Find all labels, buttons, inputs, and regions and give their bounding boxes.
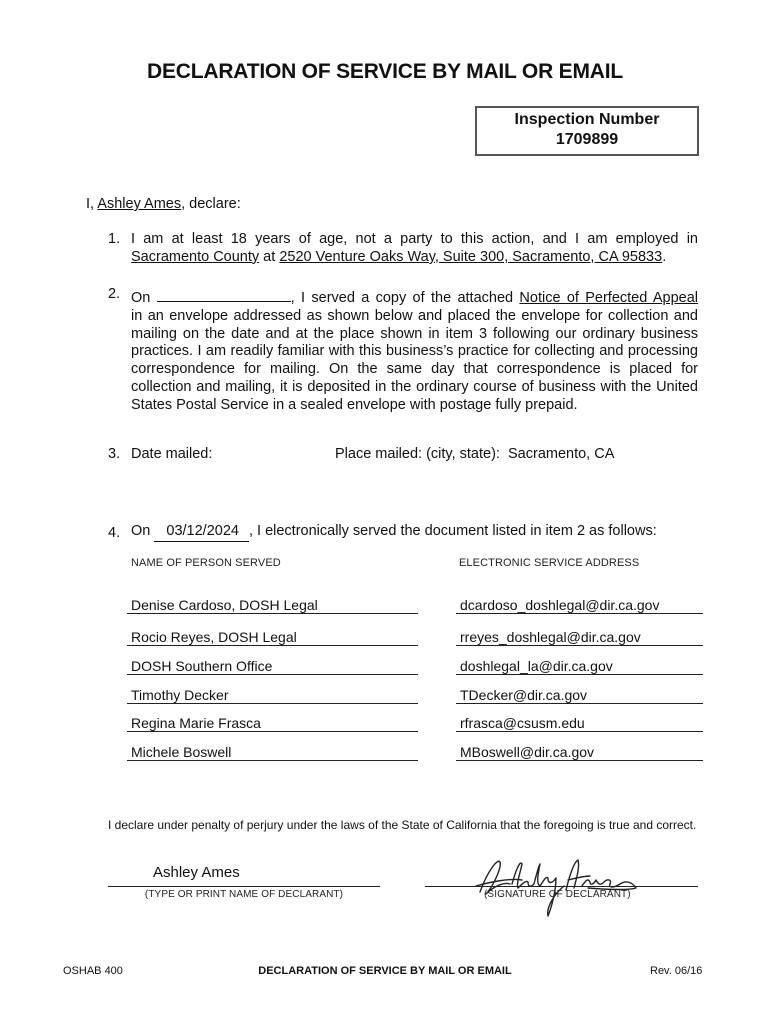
signature-caption: (SIGNATURE OF DECLARANT) (484, 889, 631, 900)
item2-number: 2. (108, 286, 121, 302)
name-row-line (127, 674, 418, 675)
served-document-name: Notice of Perfected Appeal (519, 290, 698, 306)
footer-title: DECLARATION OF SERVICE BY MAIL OR EMAIL (258, 965, 512, 977)
served-email-address: MBoswell@dir.ca.gov (460, 744, 595, 760)
header-name-served: NAME OF PERSON SERVED (131, 557, 281, 569)
served-person-name: Timothy Decker (131, 687, 229, 703)
served-email-address: TDecker@dir.ca.gov (460, 687, 588, 703)
item2-served-copy: , I served a copy of the attached (290, 290, 520, 306)
item3-number: 3. (108, 446, 121, 462)
inspection-number-label: Inspection Number (514, 111, 660, 128)
item1-at: at (259, 248, 280, 265)
item2-body: in an envelope addressed as shown below and placed the envelope for collection and mailing on the date and at the place shown in item 3 following our ordinary business practices. I am readily familiar with this business’s practice for collecting and processing correspondence for mailing. On the same day that correspondence is placed for collection and mailing, it is deposited in the ordinary course of business with the United States Postal Service in a sealed envelope with postage fully prepaid. (131, 307, 698, 413)
place-mailed-value: Sacramento, CA (508, 446, 615, 462)
declarant-printed-name: Ashley Ames (153, 864, 240, 881)
email-row-line (456, 613, 703, 614)
item1-line1: I am at least 18 years of age, not a party to this action, and I am employed in (131, 231, 698, 247)
name-row-line (127, 703, 418, 704)
intro-suffix: , declare: (181, 196, 241, 212)
item4-number: 4. (108, 525, 121, 541)
perjury-declaration: I declare under penalty of perjury under the laws of the State of California that the foregoing is true and correct. (108, 818, 697, 832)
item4-text (131, 523, 657, 542)
date-mailed-label: Date mailed: (131, 446, 213, 462)
place-mailed (335, 446, 614, 464)
email-row-line (456, 703, 703, 704)
name-caption: (TYPE OR PRINT NAME OF DECLARANT) (144, 889, 344, 900)
name-row-line (127, 645, 418, 646)
item1-text (131, 231, 698, 267)
electronic-service-date: 03/12/2024 (154, 523, 249, 542)
served-person-name: Denise Cardoso, DOSH Legal (131, 597, 318, 613)
served-email-address: doshlegal_la@dir.ca.gov (460, 658, 613, 674)
item1-number: 1. (108, 231, 121, 247)
declarant-intro (86, 196, 241, 214)
email-row-line (456, 760, 703, 761)
name-row-line (127, 760, 418, 761)
mail-date-blank[interactable] (157, 286, 291, 302)
name-row-line (127, 731, 418, 732)
place-mailed-label: Place mailed: (city, state): (335, 446, 500, 462)
item4-rest: , I electronically served the document listed in item 2 as follows: (248, 523, 657, 539)
email-row-line (456, 645, 703, 646)
item4-on: On (131, 523, 155, 539)
item2-text (131, 286, 698, 415)
signature-image (470, 850, 650, 920)
served-email-address: rreyes_doshlegal@dir.ca.gov (460, 629, 641, 645)
intro-prefix: I, (86, 196, 98, 212)
name-line (108, 886, 380, 887)
served-person-name: Michele Boswell (131, 744, 232, 760)
footer-revision: Rev. 06/16 (650, 965, 703, 977)
inspection-number-box (475, 106, 699, 156)
signature-line (425, 886, 698, 887)
document-title: DECLARATION OF SERVICE BY MAIL OR EMAIL (146, 60, 623, 83)
employer-county: Sacramento County (131, 248, 260, 265)
served-person-name: Regina Marie Frasca (131, 715, 261, 731)
employer-address: 2520 Venture Oaks Way, Suite 300, Sacramento, CA 95833 (279, 248, 663, 265)
email-row-line (456, 674, 703, 675)
served-person-name: DOSH Southern Office (131, 658, 273, 674)
name-row-line (127, 613, 418, 614)
header-service-address: ELECTRONIC SERVICE ADDRESS (459, 557, 640, 569)
inspection-number-value: 1709899 (555, 131, 619, 148)
item2-on: On (131, 290, 157, 306)
item1-end: . (662, 248, 667, 265)
served-email-address: rfrasca@csusm.edu (460, 715, 585, 731)
served-person-name: Rocio Reyes, DOSH Legal (131, 629, 297, 645)
email-row-line (456, 731, 703, 732)
served-email-address: dcardoso_doshlegal@dir.ca.gov (460, 597, 660, 613)
declarant-name: Ashley Ames (97, 196, 182, 212)
footer-form-id: OSHAB 400 (63, 965, 123, 977)
